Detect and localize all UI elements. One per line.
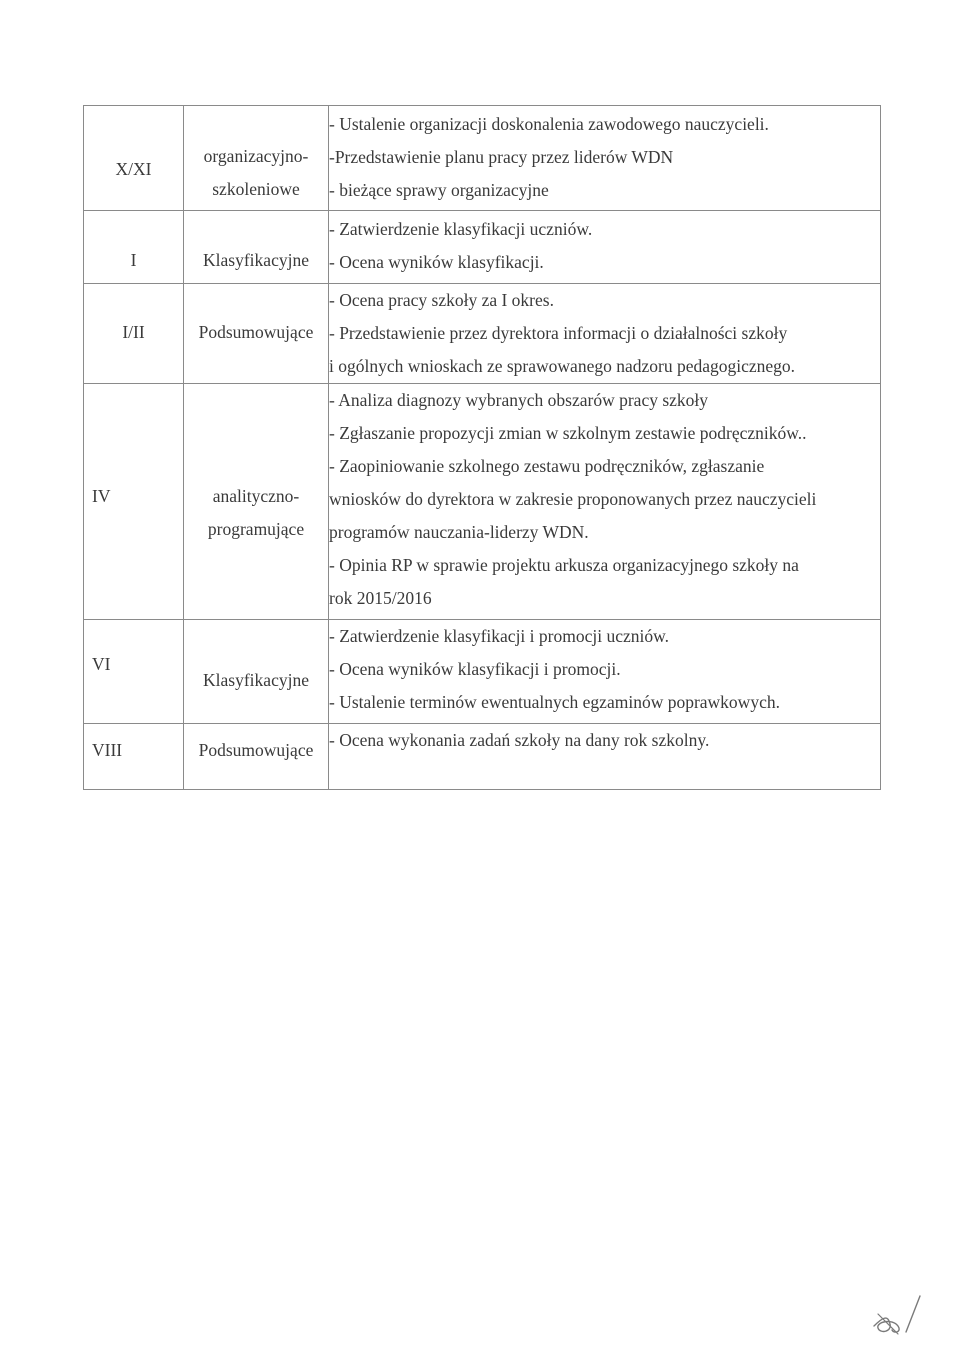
month-label: VI [92, 654, 111, 674]
table-row [84, 724, 881, 790]
agenda-item: -Przedstawienie planu pracy przez liderów WDN [329, 147, 674, 167]
meeting-type-cell [184, 384, 329, 620]
meeting-type-label: analityczno- [212, 486, 300, 506]
month-cell [84, 211, 184, 284]
agenda-item: - Ustalenie organizacji doskonalenia zawodowego nauczycieli. [329, 114, 769, 134]
month-label: I [130, 250, 137, 270]
table-row [84, 284, 881, 384]
agenda-cell [329, 384, 881, 620]
agenda-item: rok 2015/2016 [329, 588, 432, 608]
agenda-item: - Przedstawienie przez dyrektora informacji o działalności szkoły [329, 323, 788, 343]
agenda-item: i ogólnych wnioskach ze sprawowanego nadzoru pedagogicznego. [329, 356, 796, 376]
month-cell [84, 106, 184, 211]
meeting-plan-table [83, 105, 881, 790]
agenda-item: programów nauczania-liderzy WDN. [329, 522, 589, 542]
agenda-item: - Zaopiniowanie szkolnego zestawu podręczników, zgłaszanie [329, 456, 765, 476]
agenda-item: - bieżące sprawy organizacyjne [329, 180, 549, 200]
meeting-type-cell [184, 724, 329, 790]
table-row [84, 211, 881, 284]
meeting-type-label: Klasyfikacyjne [203, 250, 309, 270]
agenda-item: - Ocena pracy szkoły za I okres. [329, 290, 554, 310]
agenda-cell [329, 211, 881, 284]
meeting-type-label: organizacyjno- [203, 146, 309, 166]
meeting-type-cell [184, 620, 329, 724]
month-cell [84, 284, 184, 384]
month-label: X/XI [115, 159, 152, 179]
month-cell [84, 384, 184, 620]
meeting-type-cell [184, 211, 329, 284]
agenda-cell [329, 724, 881, 790]
meeting-type-label: Podsumowujące [198, 740, 314, 760]
month-cell [84, 724, 184, 790]
agenda-item: - Analiza diagnozy wybranych obszarów pracy szkoły [329, 390, 709, 410]
agenda-item: - Ocena wyników klasyfikacji. [329, 252, 544, 272]
table-row [84, 106, 881, 211]
agenda-item: - Zatwierdzenie klasyfikacji uczniów. [329, 219, 593, 239]
signature-mark [868, 1288, 928, 1338]
agenda-item: - Zgłaszanie propozycji zmian w szkolnym zestawie podręczników.. [329, 423, 807, 443]
table-row [84, 384, 881, 620]
meeting-type-label: Podsumowujące [198, 322, 314, 342]
agenda-item: - Ocena wyników klasyfikacji i promocji. [329, 659, 621, 679]
agenda-item: - Ustalenie terminów ewentualnych egzaminów poprawkowych. [329, 692, 780, 712]
agenda-item: - Zatwierdzenie klasyfikacji i promocji uczniów. [329, 626, 669, 646]
month-label: VIII [92, 740, 123, 760]
meeting-type-label: programujące [207, 519, 305, 539]
meeting-type-label: Klasyfikacyjne [203, 670, 309, 690]
agenda-cell [329, 106, 881, 211]
month-label: IV [92, 486, 111, 506]
agenda-cell [329, 620, 881, 724]
meeting-type-cell [184, 284, 329, 384]
agenda-item: - Ocena wykonania zadań szkoły na dany rok szkolny. [329, 730, 710, 750]
month-cell [84, 620, 184, 724]
meeting-type-label: szkoleniowe [212, 179, 300, 199]
agenda-item: wniosków do dyrektora w zakresie proponowanych przez nauczycieli [329, 489, 817, 509]
agenda-cell [329, 284, 881, 384]
month-label: I/II [122, 322, 145, 342]
table-row [84, 620, 881, 724]
meeting-type-cell [184, 106, 329, 211]
agenda-item: - Opinia RP w sprawie projektu arkusza organizacyjnego szkoły na [329, 555, 799, 575]
